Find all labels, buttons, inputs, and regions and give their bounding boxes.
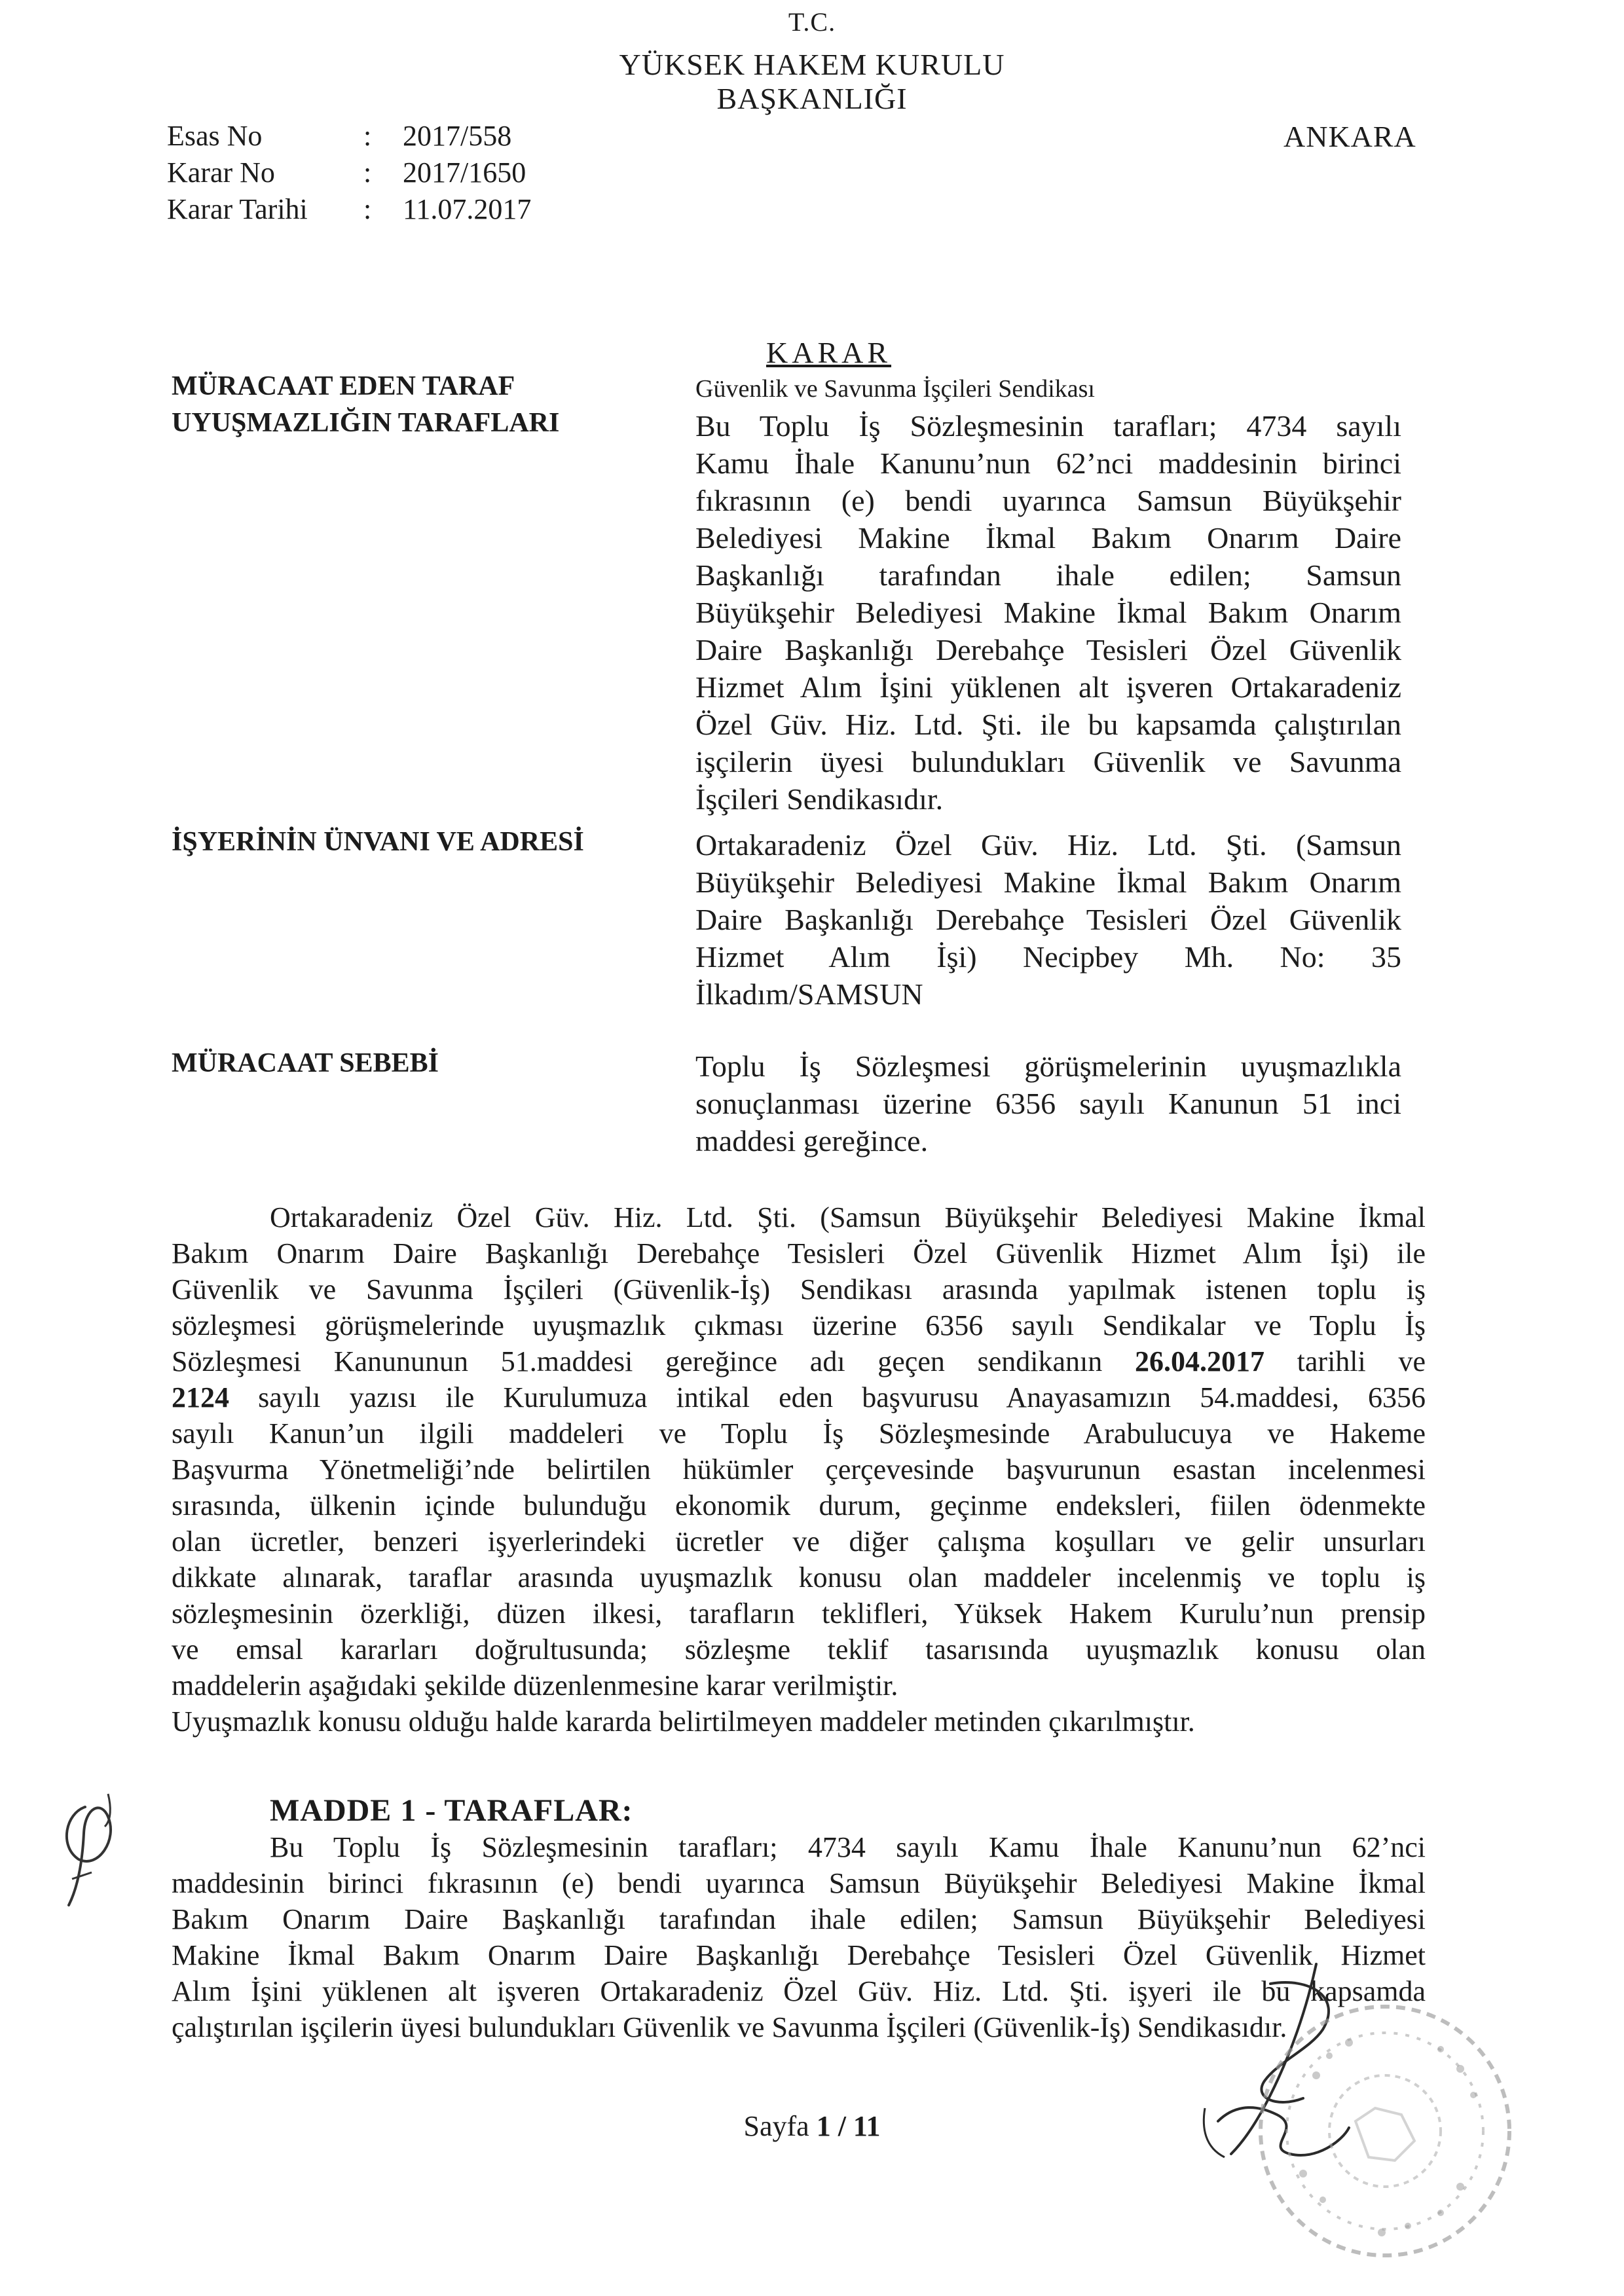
reason-label: MÜRACAAT SEBEBİ — [172, 1048, 439, 1078]
body-line — [172, 1343, 1426, 1379]
workplace-line: Daire Başkanlığı Derebahçe Tesisleri Özel Güvenlik — [695, 903, 1401, 936]
reason-line: maddesi gereğince. — [695, 1124, 929, 1157]
meta-label: Karar Tarihi — [167, 193, 308, 225]
header-department: BAŞKANLIĞI — [716, 82, 908, 115]
meta-label: Karar No — [167, 156, 275, 189]
body-line: sözleşmesinin özerkliği, düzen ilkesi, tarafların teklifleri, Yüksek Hakem Kurulu’nun prensip — [172, 1597, 1426, 1630]
parties-line: Kamu İhale Kanunu’nun 62’nci maddesinin birinci — [695, 446, 1401, 480]
body-line: ve emsal kararları doğrultusunda; sözleşme teklif tasarısında uyuşmazlık konusu olan — [172, 1633, 1426, 1666]
official-seal-icon — [1244, 1977, 1526, 2285]
initial-mark-icon — [46, 1781, 138, 1912]
body-line: maddelerin aşağıdaki şekilde düzenlenmesine karar verilmiştir. — [172, 1669, 898, 1702]
workplace-line: Hizmet Alım İşi) Necipbey Mh. No: 35 — [695, 940, 1401, 974]
meta-value: 11.07.2017 — [403, 193, 532, 225]
parties-line: Hizmet Alım İşini yüklenen alt işveren Ortakaradeniz — [695, 670, 1401, 704]
parties-line: fıkrasının (e) bendi uyarınca Samsun Büyükşehir — [695, 484, 1401, 517]
article-line: Alım İşini yüklenen alt işveren Ortakaradeniz Özel Güv. Hiz. Ltd. Şti. işyeri ile bu kapsamda — [172, 1975, 1426, 2007]
meta-separator: : — [363, 156, 372, 189]
header-city: ANKARA — [1283, 120, 1416, 153]
article-line: maddesinin birinci fıkrasının (e) bendi uyarınca Samsun Büyükşehir Belediyesi Makine İkmal — [172, 1867, 1426, 1899]
body-line: Güvenlik ve Savunma İşçileri (Güvenlik-İş) Sendikası arasında yapılmak istenen toplu iş — [172, 1273, 1426, 1305]
article-line: Bu Toplu İş Sözleşmesinin tarafları; 4734 sayılı Kamu İhale Kanunu’nun 62’nci — [270, 1831, 1426, 1863]
body-line: sayılı Kanun’un ilgili maddeleri ve Toplu İş Sözleşmesinde Arabulucuya ve Hakeme — [172, 1417, 1426, 1449]
body-line: sırasında, ülkenin içinde bulunduğu ekonomik durum, geçinme endeksleri, fiilen ödenmekte — [172, 1489, 1426, 1522]
workplace-line: Ortakaradeniz Özel Güv. Hiz. Ltd. Şti. (Samsun — [695, 828, 1401, 862]
parties-line: Başkanlığı tarafından ihale edilen; Samsun — [695, 558, 1401, 592]
application-date: 26.04.2017 — [1134, 1345, 1264, 1377]
article-line: Bakım Onarım Daire Başkanlığı tarafından ihale edilen; Samsun Büyükşehir Belediyesi — [172, 1903, 1426, 1935]
article-line: çalıştırılan işçilerin üyesi bulundukları Güvenlik ve Savunma İşçileri (Güvenlik-İş) Sendikasıdır. — [172, 2011, 1287, 2043]
parties-line: İşçileri Sendikasıdır. — [695, 782, 944, 816]
body-line: olan ücretler, benzeri işyerlerindeki ücretler ve diğer çalışma koşulları ve gelir unsurları — [172, 1525, 1426, 1558]
body-line: dikkate alınarak, taraflar arasında uyuşmazlık konusu olan maddeler incelenmiş ve toplu iş — [172, 1561, 1426, 1594]
applicant-label: MÜRACAAT EDEN TARAF — [172, 371, 515, 401]
meta-value: 2017/1650 — [403, 156, 526, 189]
page-word: Sayfa — [743, 2110, 809, 2142]
meta-separator: : — [363, 120, 372, 152]
article-title: MADDE 1 - TARAFLAR: — [270, 1793, 633, 1828]
reason-line: sonuçlanması üzerine 6356 sayılı Kanunun 51 inci — [695, 1087, 1401, 1120]
meta-row-esas — [167, 119, 511, 153]
body-text: tarihli ve — [1264, 1345, 1426, 1377]
body-line: Bakım Onarım Daire Başkanlığı Derebahçe Tesisleri Özel Güvenlik Hizmet Alım İşi) ile — [172, 1237, 1426, 1269]
parties-line: işçilerin üyesi bulundukları Güvenlik ve Savunma — [695, 745, 1401, 778]
parties-label: UYUŞMAZLIĞIN TARAFLARI — [172, 408, 560, 438]
reason-value — [695, 1048, 1401, 1159]
body-line — [172, 1379, 1426, 1415]
decision-title: KARAR — [766, 336, 892, 369]
parties-line: Özel Güv. Hiz. Ltd. Şti. ile bu kapsamda çalıştırılan — [695, 708, 1401, 741]
body-line: Ortakaradeniz Özel Güv. Hiz. Ltd. Şti. (Samsun Büyükşehir Belediyesi Makine İkmal — [270, 1201, 1426, 1233]
workplace-line: İlkadım/SAMSUN — [695, 977, 923, 1011]
meta-value: 2017/558 — [403, 120, 512, 152]
body-line: Başvurma Yönetmeliği’nde belirtilen hükümler çerçevesinde başvurunun esastan incelenmesi — [172, 1453, 1426, 1485]
parties-line: Daire Başkanlığı Derebahçe Tesisleri Özel Güvenlik — [695, 633, 1401, 666]
parties-line: Büyükşehir Belediyesi Makine İkmal Bakım Onarım — [695, 596, 1401, 629]
body-text: sayılı yazısı ile Kurulumuza intikal eden başvurusu Anayasamızın 54.maddesi, 6356 — [229, 1381, 1426, 1413]
meta-row-tarih — [167, 192, 531, 226]
meta-separator: : — [363, 193, 372, 225]
parties-line: Belediyesi Makine İkmal Bakım Onarım Daire — [695, 521, 1401, 555]
applicant-text: Güvenlik ve Savunma İşçileri Sendikası — [695, 375, 1095, 403]
article-line: Makine İkmal Bakım Onarım Daire Başkanlığı Derebahçe Tesisleri Özel Güvenlik Hizmet — [172, 1939, 1426, 1971]
applicant-value — [695, 371, 1401, 408]
parties-value — [695, 407, 1401, 818]
body-closing: Uyuşmazlık konusu olduğu halde kararda belirtilmeyen maddeler metinden çıkarılmıştır. — [172, 1705, 1195, 1738]
parties-line: Bu Toplu İş Sözleşmesinin tarafları; 4734 sayılı — [695, 409, 1401, 443]
workplace-line: Büyükşehir Belediyesi Makine İkmal Bakım Onarım — [695, 866, 1401, 899]
body-line: sözleşmesi görüşmelerinde uyuşmazlık çıkması üzerine 6356 sayılı Sendikalar ve Toplu İş — [172, 1309, 1426, 1341]
page-current: 1 — [816, 2110, 831, 2142]
body-text: Sözleşmesi Kanununun 51.maddesi gereğince adı geçen sendikanın — [172, 1345, 1135, 1377]
page-total: 11 — [853, 2110, 881, 2142]
workplace-label: İŞYERİNİN ÜNVANI VE ADRESİ — [172, 827, 584, 857]
letter-number: 2124 — [172, 1381, 229, 1413]
reason-line: Toplu İş Sözleşmesi görüşmelerinin uyuşmazlıkla — [695, 1049, 1401, 1083]
header-tc: T.C. — [788, 7, 836, 37]
header-organization: YÜKSEK HAKEM KURULU — [619, 48, 1005, 81]
meta-label: Esas No — [167, 120, 263, 152]
meta-row-karar — [167, 156, 526, 189]
workplace-value — [695, 826, 1401, 1013]
main-body — [172, 1199, 1426, 1740]
page-separator: / — [838, 2110, 846, 2142]
